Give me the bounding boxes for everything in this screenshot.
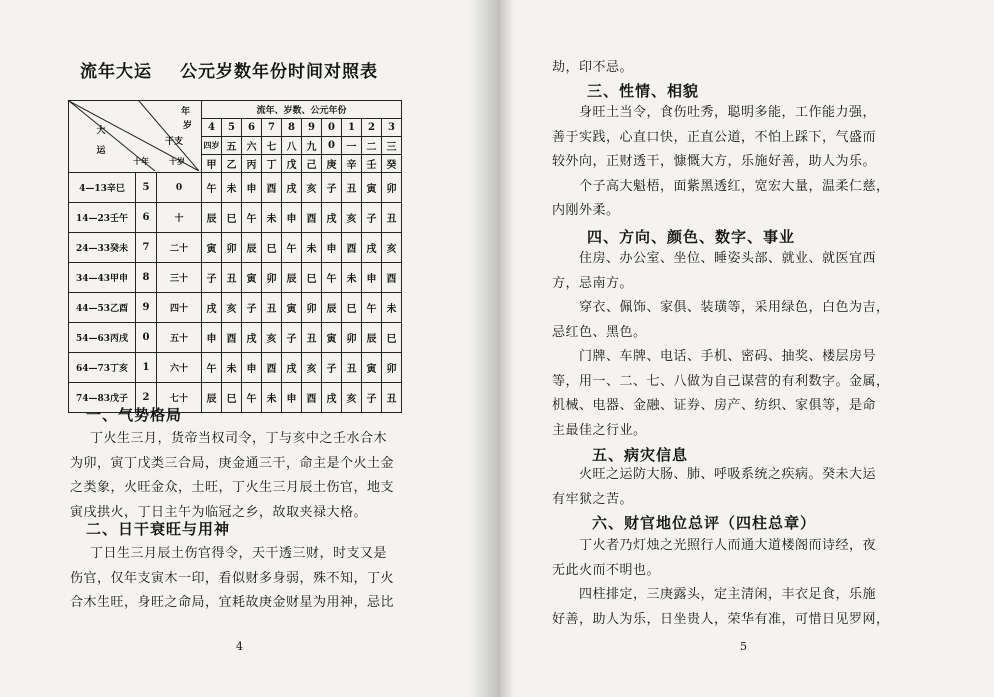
branch-cell: 亥 [302,173,322,203]
branch-cell: 申 [242,353,262,383]
branch-cell: 子 [202,263,222,293]
stem-cell: 丙 [242,155,262,173]
branch-cell: 辰 [362,323,382,353]
age-digit-cell: 6 [242,119,262,137]
title-part-a: 流年大运 [80,62,152,82]
branch-cell: 戌 [322,203,342,233]
text-line: 住房、办公室、坐位、睡姿头部、就业、就医宜西 [579,251,877,266]
branch-cell: 午 [242,203,262,233]
count-cell: 九 [302,137,322,155]
stem-cell: 庚 [322,155,342,173]
branch-cell: 酉 [382,263,402,293]
dayun-label-cell: 24—33癸未 [69,233,136,263]
branch-cell: 卯 [342,323,362,353]
corner-label-age: 岁 [183,121,193,131]
branch-cell: 酉 [302,383,322,413]
age-digit-cell: 4 [202,119,222,137]
table-row [69,203,402,233]
branch-cell: 午 [202,173,222,203]
section-5-text [552,463,877,512]
dayun-label-cell: 4—13辛巳 [69,173,136,203]
decade-age-cell: 三十 [157,263,202,293]
branch-cell: 巳 [302,263,322,293]
text-line: 为卯，寅丁戊类三合局，庚金通三干，命主是个火土金 [70,455,395,471]
branch-cell: 寅 [322,323,342,353]
branch-cell: 亥 [342,203,362,233]
age-digit-cell: 8 [282,119,302,137]
stem-cell: 辛 [342,155,362,173]
right-page [500,0,994,697]
text-line: 四柱排定，三庚露头，定主清闲，丰衣足食，乐施 [579,587,877,602]
branch-cell: 巳 [262,233,282,263]
branch-cell: 酉 [262,353,282,383]
section-4-text [552,247,890,443]
branch-cell: 午 [322,263,342,293]
branch-cell: 申 [282,203,302,233]
section-heading-5: 五、病灾信息 [592,446,689,464]
branch-cell: 寅 [242,263,262,293]
count-cell: 二 [362,137,382,155]
section-heading-6: 六、财官地位总评（四柱总章） [592,514,817,532]
branch-cell: 寅 [202,233,222,263]
count-cell: 七 [262,137,282,155]
branch-cell: 寅 [362,173,382,203]
dayun-label-cell: 54—63丙戌 [69,323,136,353]
branch-cell: 戌 [322,383,342,413]
branch-cell: 申 [362,263,382,293]
branch-cell: 申 [202,323,222,353]
section-heading-3: 三、性情、相貌 [587,82,700,100]
branch-cell: 寅 [362,353,382,383]
branch-cell: 午 [202,353,222,383]
branch-cell: 亥 [382,233,402,263]
page-number: 4 [236,640,243,653]
count-cell: 六 [242,137,262,155]
section-heading-4: 四、方向、颜色、数字、事业 [587,228,796,246]
branch-cell: 丑 [382,383,402,413]
branch-cell: 卯 [382,353,402,383]
age-digit-cell: 0 [322,119,342,137]
branch-cell: 戌 [242,323,262,353]
text-line: 个子高大魁梧，面紫黑透红，宽宏大量，温柔仁慈， [579,178,890,194]
branch-cell: 申 [282,383,302,413]
branch-cell: 卯 [262,263,282,293]
dayun-label-cell: 64—73丁亥 [69,353,136,383]
branch-cell: 卯 [382,173,402,203]
text-line: 方，忌南方。 [552,275,634,291]
stem-cell: 己 [302,155,322,173]
decade-age-cell: 七十 [157,383,202,413]
branch-cell: 卯 [302,293,322,323]
text-line: 火旺之运防大肠、肺、呼吸系统之疾病。癸未大运 [579,467,877,482]
branch-cell: 辰 [322,293,342,323]
branch-cell: 辰 [282,263,302,293]
branch-cell: 戌 [282,173,302,203]
branch-cell: 子 [322,173,342,203]
text-line: 主最佳之行业。 [552,422,647,438]
dayun-table [68,100,402,413]
age-digit-cell: 1 [342,119,362,137]
branch-cell: 未 [382,293,402,323]
branch-cell: 丑 [382,203,402,233]
branch-cell: 寅 [282,293,302,323]
text-line: 善于实践，心直口快，正直公道，不怕上踩下，气盛而 [552,129,877,145]
section-2-text [70,542,395,616]
decade-digit-cell: 5 [136,173,157,203]
branch-cell: 酉 [342,233,362,263]
age-digit-cell: 3 [382,119,402,137]
text-line: 内刚外柔。 [552,203,620,218]
section-heading-2: 二、日干衰旺与用神 [86,520,231,538]
decade-digit-cell: 9 [136,293,157,323]
stem-cell: 乙 [222,155,242,173]
text-line: 较外向，正财透干，慷慨大方，乐施好善，助人为乐。 [552,154,877,169]
page-title [80,57,400,82]
branch-cell: 丑 [262,293,282,323]
text-line: 伤官，仅年支寅木一印，看似财多身弱，殊不知，丁火 [70,570,395,586]
count-cell: 五 [222,137,242,155]
table-row [69,173,402,203]
text-line: 丁日生三月辰土伤官得令，天干透三财，时支又是 [90,546,388,561]
decade-age-cell: 五十 [157,323,202,353]
stem-cell: 甲 [202,155,222,173]
branch-cell: 子 [242,293,262,323]
age-digit-cell: 9 [302,119,322,137]
table-corner [69,101,202,173]
branch-cell: 未 [342,263,362,293]
branch-cell: 戌 [362,233,382,263]
decade-age-cell: 六十 [157,353,202,383]
branch-cell: 子 [362,203,382,233]
branch-cell: 亥 [302,353,322,383]
branch-cell: 戌 [282,353,302,383]
table-row [69,323,402,353]
decade-age-cell: 四十 [157,293,202,323]
branch-cell: 丑 [342,173,362,203]
dayun-label-cell: 74—83戊子 [69,383,136,413]
age-digit-cell: 2 [362,119,382,137]
branch-cell: 丑 [342,353,362,383]
text-line: 之类象，火旺金众，土旺，丁火生三月辰土伤官，地支 [70,480,395,495]
section-1-text [70,427,395,525]
section-heading-1: 一、气势格局 [86,406,183,424]
count-cell: 八 [282,137,302,155]
text-line: 穿衣、佩饰、家俱、装璜等，采用绿色，白色为吉， [579,300,890,315]
branch-cell: 酉 [262,173,282,203]
corner-label-shinian: 十年 [133,156,149,166]
table-row [69,353,402,383]
dayun-label-cell: 14—23壬午 [69,203,136,233]
dayun-label-cell: 44—53乙酉 [69,293,136,323]
branch-cell: 亥 [262,323,282,353]
branch-cell: 未 [302,233,322,263]
text-line: 好善，助人为乐，日坐贵人，荣华有准，可惜日见罗网， [552,611,890,627]
decade-digit-cell: 1 [136,353,157,383]
corner-label-ganzhi: 干支 [165,137,184,147]
text-line: 无此火而不明也。 [552,562,661,578]
gutter-shadow [470,0,500,697]
count-cell: 三 [382,137,402,155]
branch-cell: 戌 [202,293,222,323]
count-cell: 一 [342,137,362,155]
text-line: 丁火者乃灯烛之光照行人而通大道楼阁而诗经，夜 [579,538,877,553]
text-line: 门牌、车牌、电话、手机、密码、抽奖、楼层房号 [579,349,877,364]
branch-cell: 午 [282,233,302,263]
text-line: 有牢狱之苦。 [552,491,634,507]
branch-cell: 巳 [342,293,362,323]
branch-cell: 午 [362,293,382,323]
branch-cell: 巳 [382,323,402,353]
decade-digit-cell: 7 [136,233,157,263]
branch-cell: 辰 [202,203,222,233]
stem-cell: 戊 [282,155,302,173]
branch-cell: 丑 [222,263,242,293]
branch-cell: 午 [242,383,262,413]
count-cell: 四岁 [202,137,222,155]
branch-cell: 申 [242,173,262,203]
corner-label-dayun: 大运 [96,126,106,156]
decade-digit-cell: 8 [136,263,157,293]
branch-cell: 未 [262,203,282,233]
continued-text: 劫，印不忌。 [552,60,634,75]
title-part-b: 公元岁数年份时间对照表 [180,62,378,82]
decade-digit-cell: 0 [136,323,157,353]
table-row [69,263,402,293]
branch-cell: 巳 [222,203,242,233]
table-row [69,233,402,263]
text-line: 忌红色、黑色。 [552,324,647,340]
gutter-shadow [500,0,514,697]
corner-label-shisui: 十岁 [169,156,185,166]
text-line: 丁火生三月，货帝当权司令，丁与亥中之壬水合木 [90,431,388,446]
stem-cell: 癸 [382,155,402,173]
table-row [69,293,402,323]
decade-digit-cell: 2 [136,383,157,413]
branch-cell: 申 [322,233,342,263]
dayun-label-cell: 34—43甲申 [69,263,136,293]
branch-cell: 子 [282,323,302,353]
branch-cell: 亥 [222,293,242,323]
branch-cell: 未 [222,173,242,203]
age-digit-cell: 7 [262,119,282,137]
branch-cell: 酉 [222,323,242,353]
age-digit-cell: 5 [222,119,242,137]
text-line: 合木生旺，身旺之命局，宜耗故庚金财星为用神，忌比 [70,595,395,610]
stem-cell: 丁 [262,155,282,173]
branch-cell: 酉 [302,203,322,233]
branch-cell: 卯 [222,233,242,263]
table-header-title: 流年、岁数、公元年份 [202,101,402,119]
branch-cell: 子 [362,383,382,413]
corner-label-year: 年 [181,107,191,117]
branch-cell: 丑 [302,323,322,353]
decade-age-cell: 二十 [157,233,202,263]
branch-cell: 巳 [222,383,242,413]
count-cell: 0 [322,137,342,155]
section-6-text [552,534,890,632]
decade-age-cell: 0 [157,173,202,203]
branch-cell: 子 [322,353,342,383]
branch-cell: 未 [262,383,282,413]
section-3-text [552,101,890,224]
text-line: 身旺土当令，食伤吐秀，聪明多能，工作能力强， [579,105,877,120]
branch-cell: 辰 [202,383,222,413]
decade-age-cell: 十 [157,203,202,233]
branch-cell: 辰 [242,233,262,263]
text-line: 等，用一、二、七、八做为自己谋营的有利数字。金属， [552,373,890,389]
branch-cell: 未 [222,353,242,383]
decade-digit-cell: 6 [136,203,157,233]
page-number: 5 [740,640,747,653]
text-line: 寅戌拱火，丁日主午为临冠之乡，故取夹禄大格。 [70,504,368,520]
branch-cell: 亥 [342,383,362,413]
text-line: 机械、电器、金融、证券、房产、纺织、家俱等，是命 [552,398,877,413]
stem-cell: 壬 [362,155,382,173]
